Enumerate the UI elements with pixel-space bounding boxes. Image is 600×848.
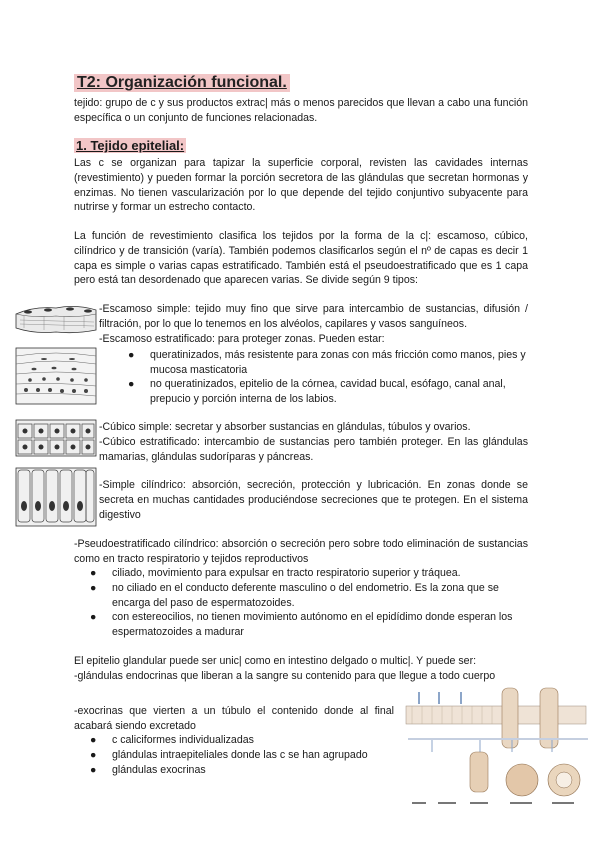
page-title: T2: Organización funcional. — [74, 74, 290, 92]
cubico-illustration — [14, 418, 98, 458]
bullet-icon: ● — [90, 764, 97, 776]
escamoso-simple-illustration — [14, 296, 98, 338]
escamoso-simple-text: -Escamoso simple: tejido muy fino que sirve para intercambio de sustancias, difusión / filtración, por lo que lo tenemos en los alvéolos, capilares y vasos sanguíneos. — [99, 303, 528, 330]
bullet-icon: ● — [90, 749, 97, 761]
glandulas-illustration — [402, 686, 590, 816]
bullet-icon: ● — [90, 734, 97, 746]
cubico-simple-text: -Cúbico simple: secretar y absorber sustancias en glándulas, túbulos y ovarios. — [99, 421, 471, 433]
glandular-text: El epitelio glandular puede ser unic| como en intestino delgado o multic|. Y puede ser: — [74, 655, 477, 667]
cilindrico-illustration — [14, 466, 98, 528]
bullet-icon: ● — [90, 567, 97, 579]
bullet-icon: ● — [90, 611, 97, 623]
cubico-estratificado-text: -Cúbico estratificado: intercambio de sustancias pero también proteger. En las glándulas mamarias, glándulas sudoríparas y páncreas. — [99, 436, 528, 463]
bullet-icon: ● — [128, 349, 135, 361]
escamoso-estratificado-illustration — [14, 344, 98, 408]
pseudoestratificado-text: -Pseudoestratificado cilíndrico: absorción o secreción pero sobre todo eliminación de sustancias como en tracto respiratorio y tejidos reproductivos — [74, 538, 528, 565]
escamoso-estratificado-text: -Escamoso estratificado: para proteger zonas. Pueden estar: — [99, 333, 385, 345]
document-page: T2: Organización funcional. tejido: grupo de c y sus productos extrac| más o menos parecidos que llevan a cabo una función específica o un conjunto de funciones relacionadas. 1. Tejido epitelial: Las c se organizan para tapizar la superficie corporal, revisten las cavidades internas (revestimiento) y pueden formar la porción secretora de las glándulas que secretan hormonas y enzimas. No tienen vascularización por lo que depende del tejido conjuntivo subyacente para nutrirse y formar un estrecho contacto. La función de revestimiento clasifica los tejidos por la forma de la c|: escamoso, cúbico, cilíndrico y de transición (varía). También podemos clasificarlos según el nº de capas es decir 1 capa es simple o varias capas estratificado. También está el pseudoestratificado que es 1 capa pero está tan desordenado que aparecen varias. Se divide según 9 tipos: -Escamoso simple: tejido muy fino que sirve para intercambio de sustancias, difusión / filtración, por lo que lo tenemos en los alvéolos, capilares y vasos sanguíneos. -Escamoso estratificado: para proteger zonas. Pueden estar: ● queratinizados, más resistente para zonas con más fricción como manos, pies y mucosa masticatoria ● no queratinizados, epitelio de la córnea, cavidad bucal, esófago, canal anal, prepucio y porción interna de los labios. -Cúbico simple: secretar y absorber sustancias en glándulas, túbulos y ovarios. -Cúbico estratificado: intercambio de sustancias pero también proteger. En las glándulas mamarias, glándulas sudoríparas y páncreas. -Simple cilíndrico: absorción, secreción, protección y lubricación. En zonas donde se secreta en muchas cantidades produciéndose secreciones que te protegen. En el sistema digestivo -Pseudoestratificado cilíndrico: absorción o secreción pero sobre todo eliminación de sustancias como en tracto respiratorio y tejidos reproductivos ● ciliado, movimiento para expulsar en tracto respiratorio superior y tráquea. ● no ciliado en el conducto deferente masculino o del endometrio. Es la zona que se encarga del paso de espermatozoides. ● con estereocilios, no tienen movimiento autónomo en el epidídimo donde esperan los espermatozoides a madurar El epitelio glandular puede ser unic| como en intestino delgado o multic|. Y puede ser: -glándulas endocrinas que liberan a la sangre su contenido para que llegue a todo cuerpo -exocrinas que vierten a un túbulo el contenido donde al final acabará siendo excretado ● c caliciformes individualizadas ● glándulas intraepiteliales donde las c se han agrupado ● glándulas exocrinas — [0, 0, 600, 848]
bullet-icon: ● — [90, 582, 97, 594]
paragraph-clasificacion: La función de revestimiento clasifica los tejidos por la forma de la c|: escamoso, cúbico, cilíndrico y de transición (varía). También podemos clasificarlos según el nº de capas es decir 1 capa es simple o varias capas estratificado. También está el pseudoestratificado que es 1 capa pero está tan desordenado que aparecen varias. Se divide según 9 tipos: — [74, 230, 528, 287]
section-heading-tejido-epitelial: 1. Tejido epitelial: — [76, 138, 185, 153]
exocrinas-text: -exocrinas que vierten a un túbulo el contenido donde al final acabará siendo excretado — [74, 705, 394, 732]
endocrinas-text: -glándulas endocrinas que liberan a la sangre su contenido para que llegue a todo cuerpo — [74, 670, 496, 682]
paragraph-epitelio-organizacion: Las c se organizan para tapizar la superficie corporal, revisten las cavidades internas (revestimiento) y pueden formar la porción secretora de las glándulas que secretan hormonas y enzimas. No tienen vascularización por lo que depende del tejido conjuntivo subyacente para nutrirse y formar un estrecho contacto. — [74, 157, 528, 214]
bullet-icon: ● — [128, 378, 135, 390]
simple-cilindrico-text: -Simple cilíndrico: absorción, secreción, protección y lubricación. En zonas donde se secreta en muchas cantidades produciéndose secreciones que te protegen. En el sistema digestivo — [99, 479, 528, 521]
intro-paragraph: tejido: grupo de c y sus productos extrac| más o menos parecidos que llevan a cabo una función específica o un conjunto de funciones relacionadas. — [74, 97, 528, 124]
